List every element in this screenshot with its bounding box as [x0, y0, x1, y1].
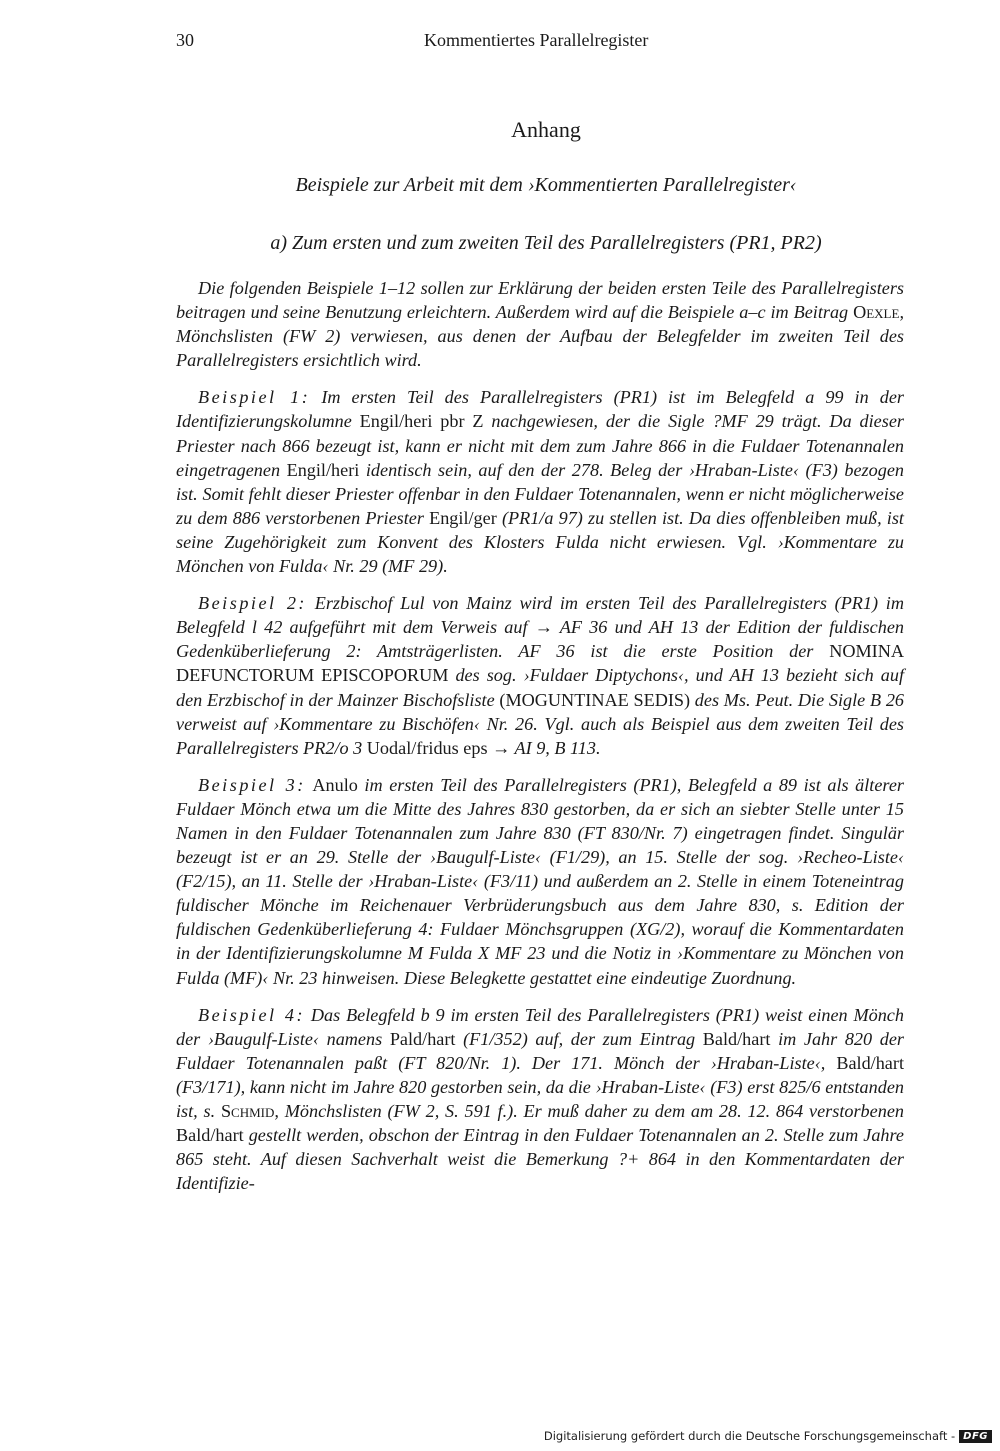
name-form: Engil/heri [286, 459, 360, 480]
name-form: NOMINA DEFUNCTORUM EPISCOPORUM [176, 641, 904, 686]
appendix-subtitle: Beispiele zur Arbeit mit dem ›Kommentierten Parallelregister‹ [295, 174, 797, 196]
dfg-logo: DFG [959, 1430, 992, 1443]
name-form: Uodal/fridus eps [366, 737, 488, 758]
example-label: Beispiel 3: [198, 774, 306, 795]
example-text: im Jahr 820 der Fuldaer Totenannalen paßt (FT 820/Nr. 1). Der 171. Mönch der ›Hraban-Liste‹, [176, 1028, 904, 1073]
example-text: des sog. ›Fuldaer Diptychons‹, und AH 13 bezieht sich auf den Erzbischof in der Mainzer Bischofsliste [176, 665, 904, 710]
example-text: des Ms. Peut. Die Sigle B 26 verweist auf ›Kommentare zu Bischöfen‹ Nr. 26. Vgl. auch als Beispiel aus dem zweiten Teil des Parallelregisters PR2/o 3 [176, 689, 905, 758]
example-3-paragraph [176, 773, 904, 990]
name-form: Bald/hart [702, 1028, 771, 1049]
example-text: gestellt werden, obschon der Eintrag in den Fuldaer Totenannalen an 2. Stelle zum Jahre 865 steht. Auf diesen Sachverhalt weist die Bemerkung ?+ 864 in den Kommentardaten der Identifizie- [176, 1125, 904, 1194]
running-title: Kommentiertes Parallelregister [424, 30, 649, 50]
name-form: Pald/hart [389, 1028, 456, 1049]
footer-text: Digitalisierung gefördert durch die Deutsche Forschungsgemeinschaft - [543, 1429, 956, 1443]
intro-paragraph [176, 276, 904, 372]
example-text: , Mönchslisten (FW 2, S. 591 f.). Er muß daher zu dem am 28. 12. 864 verstorbenen [274, 1101, 904, 1121]
name-form: (MOGUNTINAE SEDIS) [499, 689, 691, 710]
example-text: nachgewiesen, der die Sigle ?MF 29 trägt. Da dieser Priester nach 866 bezeugt ist, kann er nicht mit dem zum Jahre 866 in die Fuldaer Totenannalen eingetragenen [176, 411, 904, 480]
example-text: Das Belegfeld b 9 im ersten Teil des Parallelregisters (PR1) weist einen Mönch der ›Baugulf-Liste‹ namens [176, 1004, 904, 1049]
page-number: 30 [176, 30, 194, 50]
example-text: (PR1/a 97) zu stellen ist. Da dies offenbleiben muß, ist seine Zugehörigkeit zum Konvent des Klosters Fulda nicht erwiesen. Vgl. ›Kommentare zu Mönchen von Fulda‹ Nr. 29 (MF 29). [176, 507, 904, 577]
name-form: Bald/hart [836, 1052, 904, 1073]
name-form: Anulo [312, 774, 358, 795]
example-text: → AI 9, B 113. [487, 737, 601, 758]
example-2-paragraph [176, 591, 904, 760]
example-label: Beispiel 4: [198, 1004, 306, 1025]
intro-text-1: Die folgenden Beispiele 1–12 sollen zur Erklärung der beiden ersten Teile des Parallelregisters beitragen und seine Benutzung erleichtern. Außerdem wird auf die Beispiele a–c im Beitrag [176, 278, 904, 323]
example-4-paragraph [176, 1003, 904, 1196]
example-1-paragraph [176, 385, 904, 578]
name-form: Bald/hart [176, 1125, 244, 1146]
example-text: identisch sein, auf den der 278. Beleg der ›Hraban-Liste‹ (F3) bezogen ist. Somit fehlt dieser Priester offenbar in den Fuldaer Totenannalen, wenn er nicht möglicherweise zu dem 886 verstorbenen Priester [176, 459, 904, 528]
example-text: (F1/352) auf, der zum Eintrag [455, 1028, 703, 1049]
example-text: Im ersten Teil des Parallelregisters (PR1) ist im Belegfeld a 99 in der Identifizierungskolumne [176, 387, 904, 432]
digitization-footer [544, 1427, 992, 1445]
body-text [176, 276, 904, 1208]
section-heading: a) Zum ersten und zum zweiten Teil des Parallelregisters (PR1, PR2) [270, 232, 822, 254]
appendix-title: Anhang [511, 117, 581, 142]
intro-text-2: , Mönchslisten (FW 2) verwiesen, aus denen der Aufbau der Belegfelder im zweiten Teil des Parallelregisters ersichtlich wird. [176, 302, 904, 371]
author-name: Schmid [220, 1101, 275, 1121]
name-form: Engil/heri pbr Z [359, 411, 484, 432]
example-text: Erzbischof Lul von Mainz wird im ersten Teil des Parallelregisters (PR1) im Belegfeld l 42 aufgeführt mit dem Verweis auf → AF 36 und AH 13 der Edition der fuldischen Gedenküberlieferung 2: Amtsträgerlisten. AF 36 ist die erste Position der [176, 593, 904, 662]
name-form: Engil/ger [429, 507, 497, 528]
example-label: Beispiel 2: [198, 593, 307, 614]
example-text: im ersten Teil des Parallelregisters (PR1), Belegfeld a 89 ist als älterer Fuldaer Mönch etwa um die Mitte des Jahres 830 gestorben, da er sich an siebter Stelle unter 15 Namen in den Fuldaer Totenannalen zum Jahre 830 (FT 830/Nr. 7) eingetragen findet. Singulär bezeugt ist er an 29. Stelle der ›Baugulf-Liste‹ (F1/29), an 15. Stelle der sog. ›Recheo-Liste‹ (F2/15), an 11. Stelle der ›Hraban-Liste‹ (F3/11) und außerdem an 2. Stelle in einem Toteneintrag fuldischer Mönche im Reichenauer Verbrüderungsbuch aus dem Jahre 830, s. Edition der fuldischen Gedenküberlieferung 4: Fuldaer Mönchsgruppen (XG/2), worauf die Kommentardaten in der Identifizierungskolumne M Fulda X MF 23 und die Notiz in ›Kommentare zu Mönchen von Fulda (MF)‹ Nr. 23 hinweisen. Diese Belegkette gestattet eine eindeutige Zuordnung. [176, 774, 904, 988]
author-name: Oexle [853, 302, 900, 323]
example-text: (F3/171), kann nicht im Jahre 820 gestorben sein, da die ›Hraban-Liste‹ (F3) erst 825/6 entstanden ist, s. [176, 1076, 904, 1121]
example-label: Beispiel 1: [198, 387, 311, 408]
